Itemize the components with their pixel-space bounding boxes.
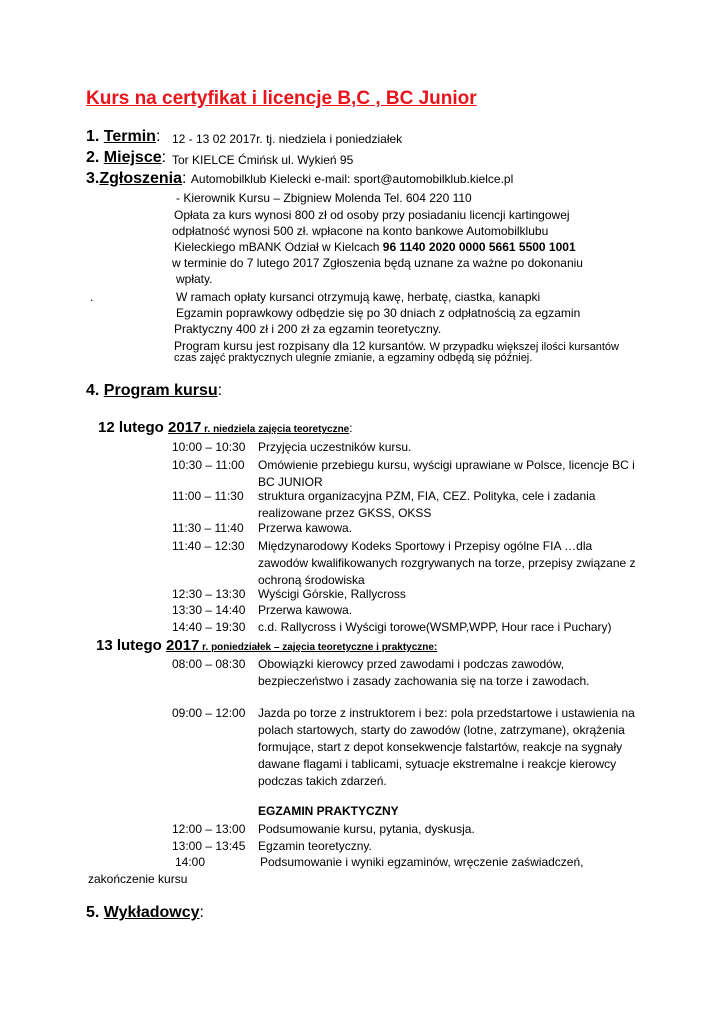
termin-text: 12 - 13 02 2017r. tj. niedziela i poniedziałek xyxy=(172,132,403,146)
zgloszenia-line: czas zajęć praktycznych ulegnie zmianie, a egzaminy odbędą się później. xyxy=(174,352,533,364)
zgloszenia-line: Automobilklub Kielecki e-mail: sport@automobilklub.kielce.pl xyxy=(190,172,514,186)
section-miejsce xyxy=(86,149,166,167)
zgloszenia-line: Praktyczny 400 zł i 200 zł za egzamin teoretyczny. xyxy=(174,322,442,336)
schedule-desc: Przerwa kawowa. xyxy=(258,521,353,535)
practical-exam-label: EGZAMIN PRAKTYCZNY xyxy=(258,804,399,818)
day-date: 13 lutego xyxy=(96,637,167,654)
schedule-desc: Podsumowanie i wyniki egzaminów, wręczenie zaświadczeń, xyxy=(260,855,584,869)
zgloszenia-line: wpłaty. xyxy=(176,272,213,286)
section-zgloszenia xyxy=(86,170,513,188)
day-suffix: r. niedziela zajęcia teoretyczne xyxy=(201,424,350,435)
schedule-desc: struktura organizacyjna PZM, FIA, CEZ. Polityka, cele i zadania realizowane przez GKSS, OKSS xyxy=(258,489,596,520)
program-note-small: W przypadku większej ilości kursantów xyxy=(429,341,619,353)
section-number: 1. xyxy=(86,128,104,145)
document-title: Kurs na certyfikat i licencje B,C , BC Junior xyxy=(86,88,477,109)
schedule-time: 13:00 – 13:45 xyxy=(172,839,246,853)
section-heading: Zgłoszenia xyxy=(99,170,183,187)
day-year: 2017 xyxy=(166,637,200,654)
section-number: 2. xyxy=(86,149,104,166)
schedule-time: 13:30 – 14:40 xyxy=(172,603,246,617)
schedule-time: 11:30 – 11:40 xyxy=(172,521,244,535)
bank-text: Kieleckiego mBANK Odział w Kielcach xyxy=(174,240,383,254)
section-wykladowcy xyxy=(86,904,204,922)
zgloszenia-line: Egzamin poprawkowy odbędzie się po 30 dniach z odpłatnością za egzamin xyxy=(176,306,581,320)
schedule-time: 12:30 – 13:30 xyxy=(172,587,246,601)
schedule-desc: c.d. Rallycross i Wyścigi torowe(WSMP,WPP, Hour race i Puchary) xyxy=(258,620,612,634)
day2-heading xyxy=(96,637,437,655)
schedule-desc: Podsumowanie kursu, pytania, dyskusja. xyxy=(258,822,475,836)
schedule-desc: Przerwa kawowa. xyxy=(258,603,353,617)
section-heading: Wykładowcy xyxy=(103,904,200,921)
schedule-time: 09:00 – 12:00 xyxy=(172,706,246,720)
schedule-time: 08:00 – 08:30 xyxy=(172,657,246,671)
schedule-desc: Wyścigi Górskie, Rallycross xyxy=(258,587,406,601)
section-number: 3. xyxy=(86,170,100,187)
bank-account-number: 96 1140 2020 0000 5661 5500 1001 xyxy=(382,240,576,254)
day-suffix: r. poniedziałek – zajęcia teoretyczne i praktyczne: xyxy=(199,642,438,653)
zgloszenia-line: Opłata za kurs wynosi 800 zł od osoby przy posiadaniu licencji kartingowej xyxy=(174,208,570,222)
section-colon: : xyxy=(161,149,167,166)
day1-heading xyxy=(98,419,353,437)
schedule-desc: Przyjęcia uczestników kursu. xyxy=(258,440,412,454)
day-date: 12 lutego xyxy=(98,419,169,436)
section-number: 5. xyxy=(86,904,104,921)
schedule-tail: zakończenie kursu xyxy=(88,872,188,886)
section-program xyxy=(86,382,222,400)
zgloszenia-line: odpłatność wynosi 500 zł. wpłacone na konto bankowe Automobilklubu xyxy=(172,224,549,238)
section-colon: : xyxy=(217,382,223,399)
schedule-desc: Międzynarodowy Kodeks Sportowy i Przepisy ogólne FIA …dla zawodów kwalifikowanych rozgrywanych na torze, przepisy związane z ochroną środowiska xyxy=(258,539,636,587)
zgloszenia-line: W ramach opłaty kursanci otrzymują kawę, herbatę, ciastka, kanapki xyxy=(176,290,541,304)
schedule-desc: Obowiązki kierowcy przed zawodami i podczas zawodów, bezpieczeństwo i zasady zachowania się na torze i zawodach. xyxy=(258,657,590,688)
schedule-desc: Egzamin teoretyczny. xyxy=(258,839,372,853)
schedule-time: 11:00 – 11:30 xyxy=(172,489,244,503)
schedule-time: 14:00 xyxy=(175,855,206,869)
miejsce-text: Tor KIELCE Ćmińsk ul. Wykień 95 xyxy=(172,153,354,167)
schedule-time: 12:00 – 13:00 xyxy=(172,822,246,836)
section-number: 4. xyxy=(86,382,104,399)
schedule-time: 10:00 – 10:30 xyxy=(172,440,246,454)
schedule-time: 11:40 – 12:30 xyxy=(172,539,245,553)
section-heading: Program kursu xyxy=(103,382,218,399)
zgloszenia-line xyxy=(174,240,576,254)
schedule-desc: Jazda po torze z instruktorem i bez: pola przedstartowe i ustawienia na polach startowych, starty do zawodów (lotne, zatrzymane), okrążenia formujące, start z depot konsekwencje falstartów, reakcje na sygnały dawane flagami i tablicami, sytuacje ekstremalne i reakcje kierowcy podczas takich zdarzeń. xyxy=(258,706,635,788)
schedule-time: 10:30 – 11:00 xyxy=(172,458,245,472)
section-colon: : xyxy=(199,904,204,921)
stray-dot: . xyxy=(90,290,94,304)
day-colon: : xyxy=(349,421,353,435)
section-colon: : xyxy=(182,170,191,187)
day-year: 2017 xyxy=(168,419,202,436)
section-heading: Termin xyxy=(103,128,156,145)
zgloszenia-line: w terminie do 7 lutego 2017 Zgłoszenia będą uznane za ważne po dokonaniu xyxy=(172,256,583,270)
program-note: Program kursu jest rozpisany dla 12 kursantów. xyxy=(174,339,430,353)
section-colon: : xyxy=(155,128,161,145)
schedule-desc: Omówienie przebiegu kursu, wyścigi uprawiane w Polsce, licencje BC i BC JUNIOR xyxy=(258,458,635,489)
section-termin xyxy=(86,128,160,146)
schedule-time: 14:40 – 19:30 xyxy=(172,620,246,634)
zgloszenia-line: - Kierownik Kursu – Zbigniew Molenda Tel. 604 220 110 xyxy=(176,191,472,205)
section-heading: Miejsce xyxy=(103,149,162,166)
